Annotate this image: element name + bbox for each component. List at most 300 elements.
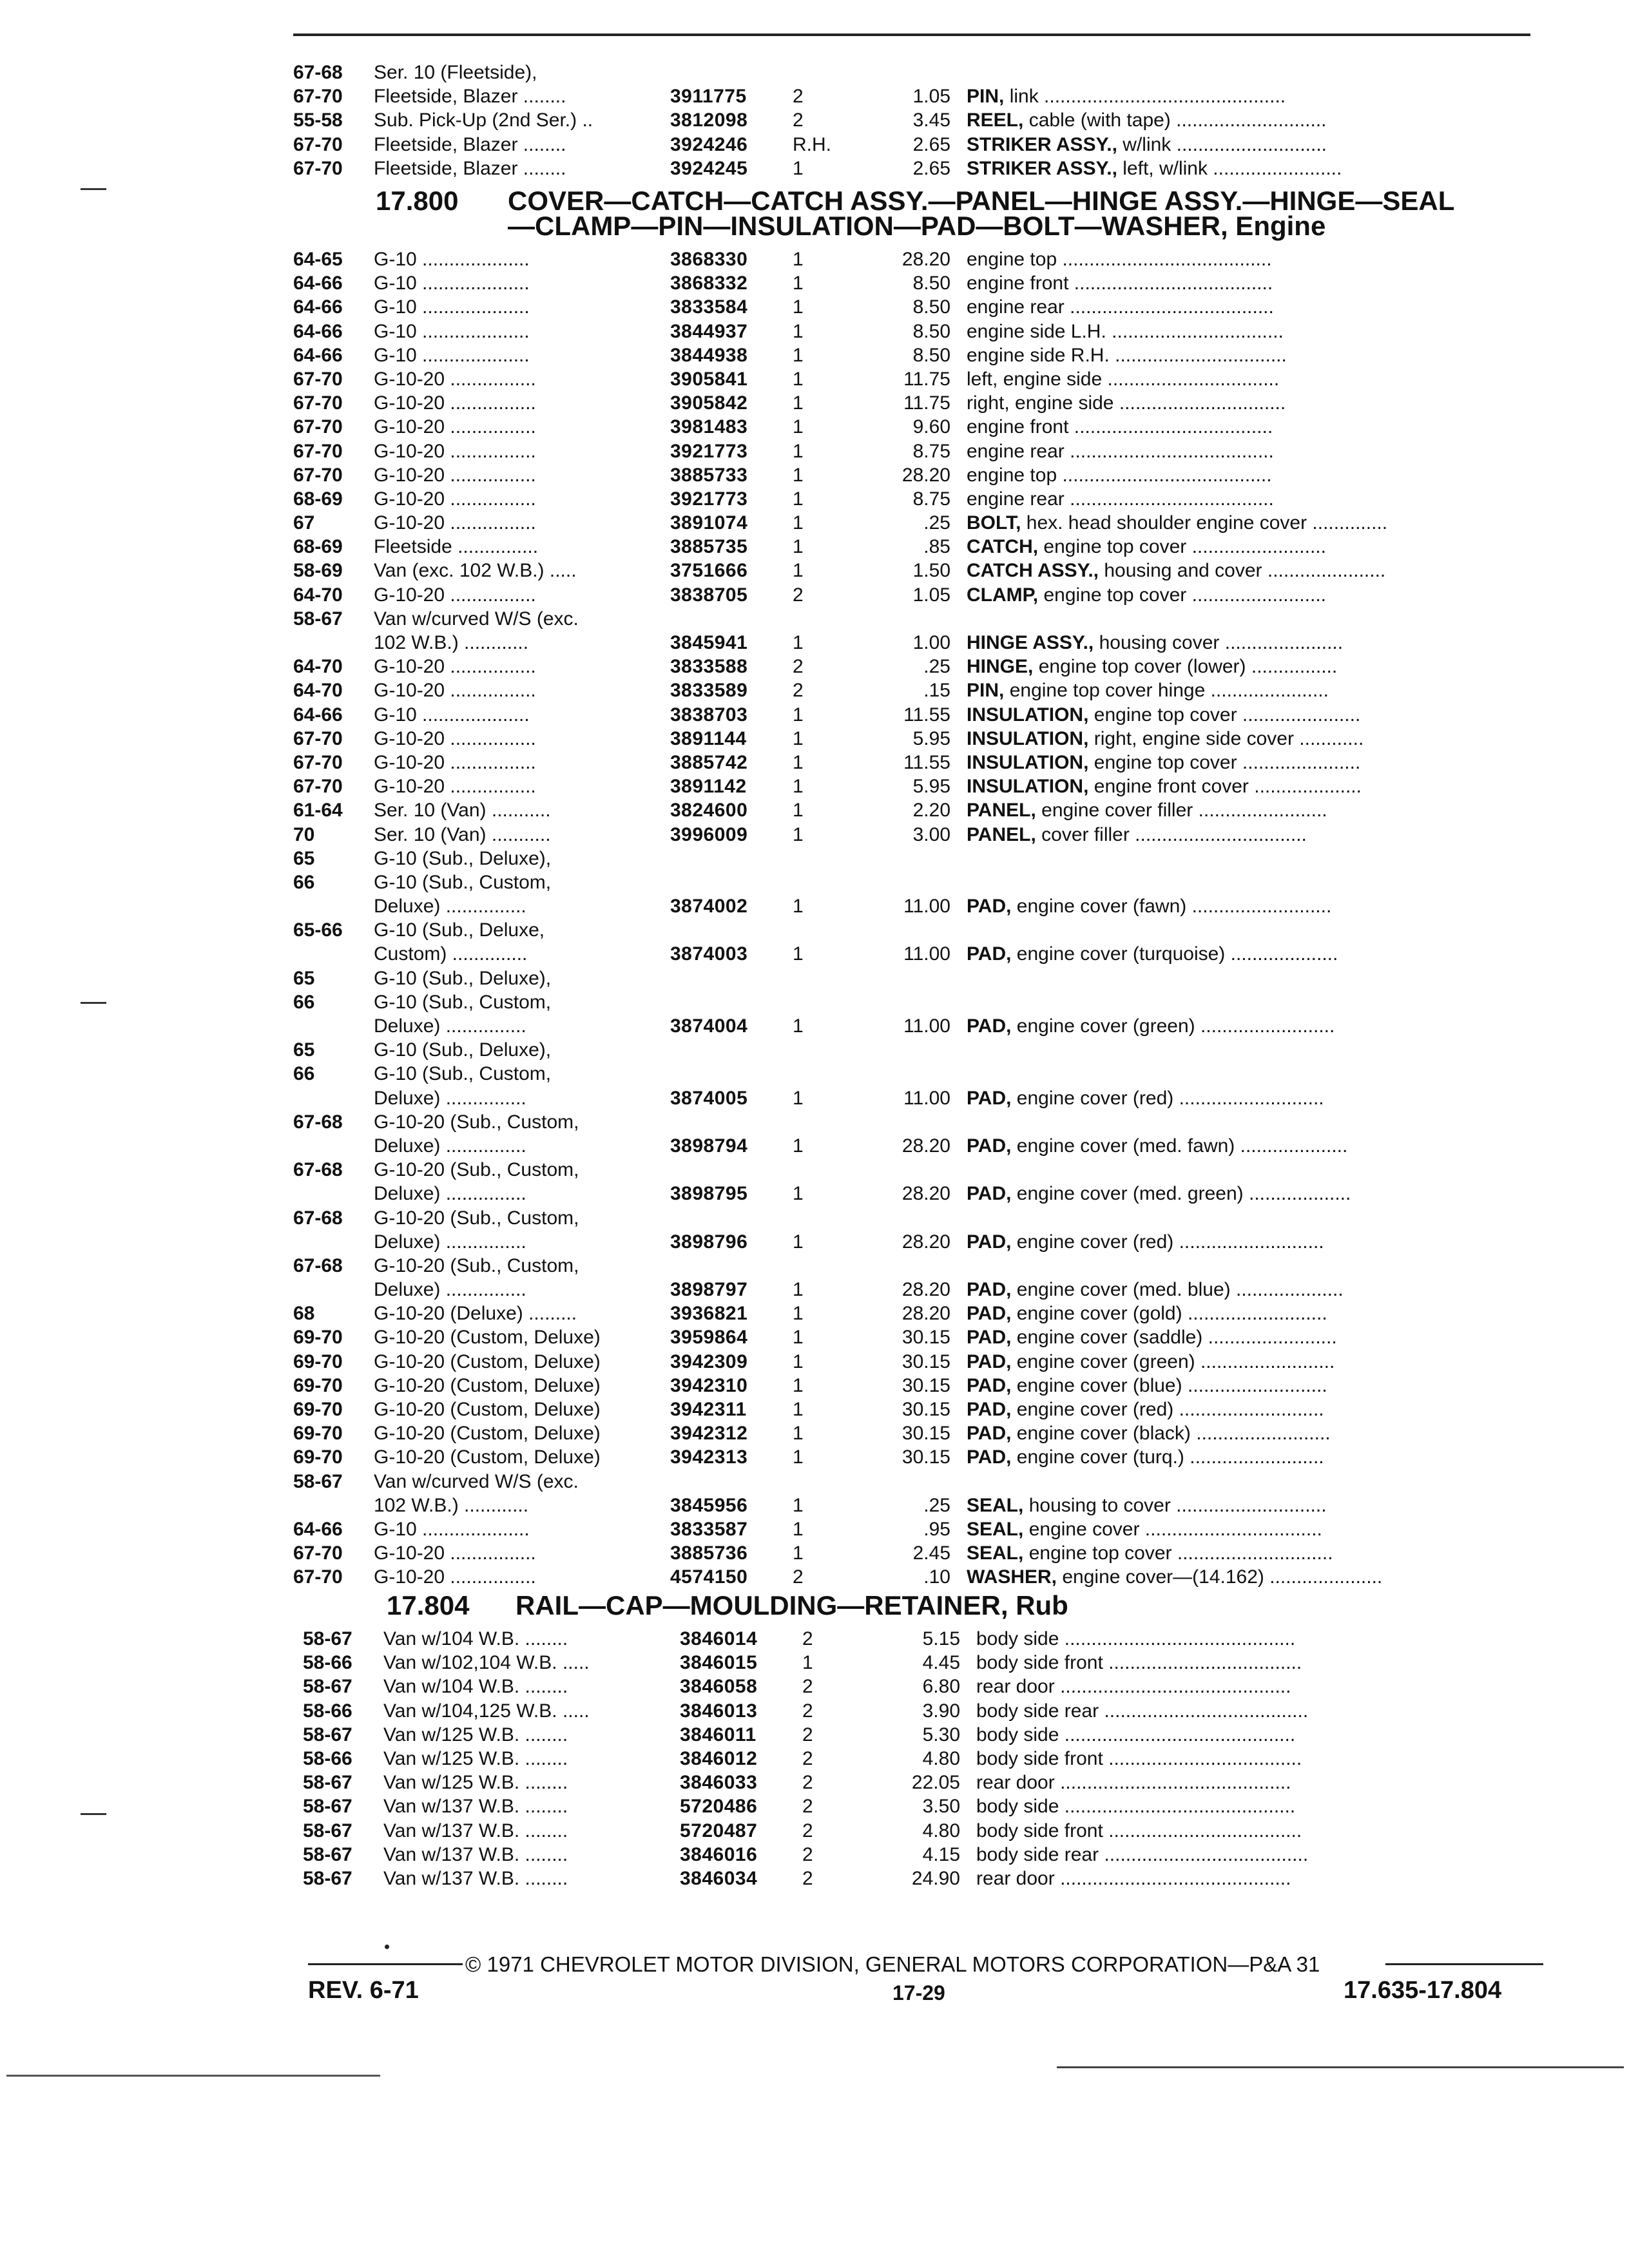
model-description: Van w/137 W.B. ........ — [383, 1820, 568, 1841]
model-description: G-10-20 (Sub., Custom, — [374, 1159, 579, 1181]
year-range: 58-67 — [303, 1676, 352, 1698]
year-range: 55-58 — [293, 110, 343, 131]
year-range: 67-70 — [293, 440, 343, 462]
part-name-detail: engine side L.H. ................................ — [967, 320, 1284, 342]
model-description: Van w/102,104 W.B. ..... — [383, 1652, 590, 1674]
part-name-bold: PAD, — [967, 1423, 1012, 1445]
part-name — [967, 511, 1387, 535]
table-row — [293, 1541, 1543, 1565]
part-name-bold: INSULATION, — [967, 704, 1089, 726]
year-range: 66 — [293, 871, 315, 893]
model-description: Van w/137 W.B. ........ — [383, 1867, 568, 1889]
year-range: 67-70 — [293, 1542, 343, 1564]
quantity: 1 — [793, 416, 804, 438]
year-range: 58-67 — [293, 608, 343, 629]
table-row — [293, 295, 1543, 319]
part-name-bold: PAD, — [967, 943, 1012, 965]
table-row — [293, 583, 1543, 607]
part-name — [967, 823, 1307, 847]
part-number: 3844938 — [670, 344, 748, 366]
part-number: 3905842 — [670, 392, 748, 414]
part-name-detail: engine cover (fawn) .......................... — [1011, 896, 1332, 918]
price: .95 — [923, 1518, 950, 1540]
part-number: 3874002 — [670, 896, 748, 918]
part-name — [967, 774, 1362, 798]
part-number: 3885736 — [670, 1542, 748, 1564]
price: 3.90 — [922, 1700, 960, 1722]
quantity: 1 — [793, 896, 804, 918]
part-name — [967, 1398, 1324, 1421]
price: .85 — [923, 536, 950, 558]
quantity: 2 — [802, 1676, 813, 1698]
price: 28.20 — [901, 1183, 950, 1205]
table-row — [293, 1158, 1543, 1182]
year-range: 64-66 — [293, 344, 343, 366]
quantity: 1 — [793, 296, 804, 318]
part-name-detail: engine cover (blue) .......................... — [1011, 1374, 1327, 1396]
table-row — [293, 108, 1543, 132]
part-name — [976, 1843, 1308, 1867]
model-description: G-10-20 (Custom, Deluxe) — [374, 1446, 601, 1468]
parts-list-17804 — [303, 1627, 1553, 1890]
price: 11.55 — [903, 751, 950, 773]
part-number: 3846058 — [680, 1676, 758, 1698]
price: 11.00 — [903, 896, 950, 918]
table-row — [293, 463, 1543, 487]
model-description: G-10-20 (Custom, Deluxe) — [374, 1374, 601, 1396]
quantity: 1 — [793, 1231, 804, 1253]
part-name-bold: PAD, — [967, 1135, 1012, 1157]
model-description: Deluxe) ............... — [374, 896, 526, 918]
part-number: 3898795 — [670, 1183, 748, 1205]
part-name-detail: engine cover (turq.) ......................... — [1011, 1446, 1324, 1468]
quantity: 1 — [793, 560, 804, 582]
model-description: G-10-20 ................ — [374, 1566, 536, 1588]
part-number: 5720486 — [680, 1796, 758, 1818]
model-description: Van w/125 W.B. ........ — [383, 1772, 568, 1794]
footer-revision: REV. 6-71 — [308, 1977, 419, 2004]
quantity: 1 — [793, 368, 804, 390]
part-name-detail: engine cover (saddle) ........................ — [1011, 1327, 1337, 1349]
part-name-detail: housing cover ...................... — [1094, 632, 1344, 653]
part-name — [967, 367, 1279, 391]
part-name — [976, 1627, 1295, 1651]
table-row — [293, 1062, 1543, 1086]
year-range: 68-69 — [293, 488, 343, 510]
part-number: 3846016 — [680, 1843, 758, 1865]
part-number: 3846014 — [680, 1628, 758, 1649]
part-name-detail: right, engine side ............................... — [967, 392, 1286, 414]
year-range: 67 — [293, 512, 315, 534]
table-row — [293, 535, 1543, 559]
part-number: 5720487 — [680, 1820, 758, 1841]
part-number: 3981483 — [670, 416, 748, 438]
price: 5.95 — [912, 727, 950, 749]
part-name — [967, 798, 1327, 822]
part-name — [967, 1134, 1347, 1158]
parts-list-top — [293, 61, 1543, 180]
quantity: 2 — [793, 1566, 804, 1588]
table-row — [293, 1494, 1543, 1517]
part-name-bold: SEAL, — [967, 1542, 1024, 1564]
table-row — [293, 703, 1543, 727]
part-name-detail: engine top cover hinge ...................... — [1004, 680, 1329, 702]
model-description: G-10 (Sub., Deluxe), — [374, 847, 552, 869]
table-row — [293, 894, 1543, 918]
table-row — [293, 990, 1543, 1014]
part-name-bold: CATCH ASSY., — [967, 560, 1099, 582]
part-number: 3898797 — [670, 1279, 748, 1301]
part-number: 3874005 — [670, 1087, 748, 1109]
part-number: 3838703 — [670, 704, 748, 726]
part-name-bold: PAD, — [967, 1087, 1012, 1109]
margin-mark — [81, 1002, 106, 1004]
price: 30.15 — [901, 1399, 950, 1420]
part-number: 3868330 — [670, 249, 748, 270]
quantity: 1 — [793, 1374, 804, 1396]
part-number: 3846033 — [680, 1772, 758, 1794]
part-name-bold: INSULATION, — [967, 776, 1089, 798]
price: .25 — [923, 1494, 950, 1516]
quantity: 1 — [793, 1303, 804, 1325]
part-number: 3838705 — [670, 584, 748, 606]
price: 8.75 — [912, 440, 950, 462]
quantity: 1 — [793, 440, 804, 462]
scan-edge-left — [6, 2075, 380, 2077]
model-description: 102 W.B.) ............ — [374, 1494, 529, 1516]
part-name-detail: rear door ........................................... — [976, 1867, 1291, 1889]
part-number: 3885742 — [670, 751, 748, 773]
price: 28.20 — [901, 464, 950, 486]
part-name — [967, 655, 1337, 678]
quantity: 1 — [793, 157, 804, 179]
quantity: 1 — [793, 1015, 804, 1037]
part-number: 3846015 — [680, 1652, 758, 1674]
part-name-bold: PAD, — [967, 1446, 1012, 1468]
part-number: 3833587 — [670, 1518, 748, 1540]
price: 30.15 — [901, 1327, 950, 1349]
price: 4.15 — [922, 1843, 960, 1865]
part-name-bold: PAD, — [967, 1350, 1012, 1372]
year-range: 58-67 — [303, 1820, 352, 1841]
part-name — [967, 1517, 1322, 1541]
part-name-bold: REEL, — [967, 110, 1024, 131]
part-name-detail: hex. head shoulder engine cover .............. — [1021, 512, 1388, 534]
price: 8.50 — [912, 320, 950, 342]
model-description: G-10-20 (Sub., Custom, — [374, 1111, 579, 1133]
part-name — [967, 559, 1385, 582]
part-name — [967, 487, 1274, 511]
model-description: G-10-20 (Custom, Deluxe) — [374, 1423, 601, 1445]
table-row — [293, 61, 1543, 84]
part-name-detail: engine front ..................................... — [967, 416, 1273, 438]
part-name-bold: WASHER, — [967, 1566, 1057, 1588]
quantity: 2 — [802, 1772, 813, 1794]
table-row — [293, 870, 1543, 894]
model-description: G-10-20 ................ — [374, 584, 536, 606]
model-description: G-10 (Sub., Deluxe), — [374, 1039, 552, 1061]
model-description: Ser. 10 (Fleetside), — [374, 62, 537, 83]
part-name-bold: PAD, — [967, 1399, 1012, 1420]
part-name-detail: engine top cover ............................. — [1023, 1542, 1333, 1564]
model-description: G-10-20 ................ — [374, 368, 536, 390]
price: 2.65 — [912, 157, 950, 179]
part-name-detail: engine cover (turquoise) .................... — [1011, 943, 1338, 965]
quantity: 1 — [793, 512, 804, 534]
model-description: G-10-20 ................ — [374, 416, 536, 438]
table-row — [293, 1445, 1543, 1469]
part-name — [967, 1445, 1324, 1469]
year-range: 65 — [293, 967, 315, 989]
year-range: 67-68 — [293, 1207, 343, 1229]
quantity: 1 — [793, 464, 804, 486]
part-number: 4574150 — [670, 1566, 748, 1588]
footer-rule-left — [308, 1963, 463, 1965]
quantity: 1 — [793, 1446, 804, 1468]
model-description: G-10-20 (Custom, Deluxe) — [374, 1350, 601, 1372]
part-name — [967, 1494, 1327, 1517]
part-name — [967, 1278, 1344, 1302]
quantity: 1 — [793, 776, 804, 798]
table-row — [293, 511, 1543, 535]
price: 1.05 — [912, 86, 950, 108]
quantity: 1 — [793, 704, 804, 726]
part-number: 3846011 — [680, 1724, 757, 1745]
part-name — [967, 1086, 1324, 1110]
part-name-bold: PANEL, — [967, 823, 1036, 845]
year-range: 67-70 — [293, 368, 343, 390]
quantity: 2 — [793, 86, 804, 108]
table-row — [293, 1350, 1543, 1374]
part-name-detail: engine top cover (lower) ................ — [1033, 656, 1338, 678]
table-row — [293, 1470, 1543, 1494]
year-range: 64-66 — [293, 296, 343, 318]
part-name-detail: rear door ........................................... — [976, 1772, 1291, 1794]
year-range: 66 — [293, 1063, 315, 1085]
table-row — [303, 1651, 1553, 1675]
table-row — [293, 247, 1543, 271]
price: 11.00 — [903, 1015, 950, 1037]
part-name-detail: cable (with tape) ............................ — [1023, 110, 1327, 131]
model-description: G-10-20 ................ — [374, 464, 536, 486]
table-row — [293, 1110, 1543, 1134]
table-row — [303, 1627, 1553, 1651]
model-description: G-10-20 ................ — [374, 440, 536, 462]
part-name — [967, 1014, 1335, 1038]
price: 11.00 — [903, 1087, 950, 1109]
part-name — [967, 678, 1329, 702]
part-name-detail: engine side R.H. ................................ — [967, 344, 1287, 366]
price: 24.90 — [911, 1867, 960, 1889]
year-range: 67-70 — [293, 133, 343, 155]
part-number: 3844937 — [670, 320, 748, 342]
model-description: G-10 .................... — [374, 704, 530, 726]
price: 8.50 — [912, 296, 950, 318]
part-name — [976, 1699, 1308, 1723]
part-number: 3833588 — [670, 656, 748, 678]
part-name-detail: engine rear ...................................... — [967, 296, 1274, 318]
part-name-bold: CLAMP, — [967, 584, 1039, 606]
quantity: 1 — [793, 488, 804, 510]
part-name — [967, 391, 1286, 415]
part-name — [967, 157, 1342, 180]
part-name — [967, 1541, 1333, 1565]
model-description: Sub. Pick-Up (2nd Ser.) .. — [374, 110, 593, 131]
table-row — [293, 1302, 1543, 1325]
table-row — [303, 1747, 1553, 1771]
price: 2.20 — [912, 800, 950, 822]
model-description: G-10-20 (Custom, Deluxe) — [374, 1327, 601, 1349]
table-row — [293, 918, 1543, 942]
table-row — [293, 798, 1543, 822]
quantity: 1 — [793, 249, 804, 270]
part-number: 3959864 — [670, 1327, 748, 1349]
part-name-detail: body side ........................................... — [976, 1796, 1296, 1818]
year-range: 58-69 — [293, 560, 343, 582]
year-range: 68-69 — [293, 536, 343, 558]
part-name-detail: link ............................................. — [1004, 86, 1286, 108]
part-name — [967, 535, 1326, 559]
year-range: 61-64 — [293, 800, 343, 822]
year-range: 67-70 — [293, 86, 343, 108]
table-row — [293, 1325, 1543, 1349]
part-name-detail: engine cover (red) ........................... — [1011, 1231, 1324, 1253]
table-row — [293, 1565, 1543, 1589]
quantity: 1 — [793, 1279, 804, 1301]
part-name-detail: engine cover (black) ......................... — [1011, 1423, 1331, 1445]
year-range: 67-70 — [293, 416, 343, 438]
part-name — [967, 583, 1326, 607]
part-number: 3824600 — [670, 800, 748, 822]
part-name-detail: body side front .................................... — [976, 1652, 1302, 1674]
part-name-detail: engine cover filler ........................ — [1036, 800, 1327, 822]
quantity: 1 — [802, 1652, 813, 1674]
part-name — [967, 703, 1360, 727]
part-name-bold: PAD, — [967, 1303, 1012, 1325]
table-row — [293, 559, 1543, 582]
quantity: 1 — [793, 800, 804, 822]
part-name — [967, 1230, 1324, 1254]
year-range: 58-67 — [303, 1628, 352, 1649]
quantity: 2 — [793, 680, 804, 702]
price: 9.60 — [912, 416, 950, 438]
table-row — [293, 320, 1543, 343]
part-name-bold: PAD, — [967, 896, 1012, 918]
part-name-detail: housing and cover ...................... — [1099, 560, 1386, 582]
year-range: 69-70 — [293, 1350, 343, 1372]
part-number: 3921773 — [670, 488, 748, 510]
model-description: Deluxe) ............... — [374, 1135, 526, 1157]
table-row — [293, 1086, 1543, 1110]
table-row — [293, 343, 1543, 367]
price: .25 — [923, 656, 950, 678]
footer-rule-right — [1385, 1963, 1543, 1965]
price: .10 — [923, 1566, 950, 1588]
year-range: 65 — [293, 847, 315, 869]
part-number: 3874004 — [670, 1015, 748, 1037]
part-name — [976, 1771, 1291, 1794]
price: .25 — [923, 512, 950, 534]
price: 2.45 — [912, 1542, 950, 1564]
part-name-bold: PAD, — [967, 1327, 1012, 1349]
part-name-detail: housing to cover ............................ — [1023, 1494, 1327, 1516]
part-name — [967, 894, 1331, 918]
model-description: Van w/125 W.B. ........ — [383, 1747, 568, 1769]
part-name-bold: INSULATION, — [967, 751, 1089, 773]
price: 1.50 — [912, 560, 950, 582]
section-17800-title-line2: —CLAMP—PIN—INSULATION—PAD—BOLT—WASHER, Engine — [508, 211, 1326, 241]
year-range: 64-70 — [293, 680, 343, 702]
table-row — [293, 1278, 1543, 1302]
price: 28.20 — [901, 1303, 950, 1325]
year-range: 64-66 — [293, 273, 343, 294]
parts-list-17800 — [293, 247, 1543, 1590]
model-description: Deluxe) ............... — [374, 1231, 526, 1253]
price: 28.20 — [901, 1279, 950, 1301]
part-name — [967, 133, 1327, 157]
part-name-bold: PANEL, — [967, 800, 1036, 822]
table-row — [293, 367, 1543, 391]
table-row — [293, 84, 1543, 108]
model-description: Van w/104,125 W.B. ..... — [383, 1700, 590, 1722]
part-name-detail: engine cover ................................. — [1023, 1518, 1322, 1540]
quantity: 1 — [793, 1542, 804, 1564]
quantity: 1 — [793, 536, 804, 558]
year-range: 58-66 — [303, 1652, 352, 1674]
price: 30.15 — [901, 1350, 950, 1372]
quantity: 1 — [793, 823, 804, 845]
year-range: 58-67 — [303, 1772, 352, 1794]
table-row — [303, 1675, 1553, 1698]
price: .15 — [923, 680, 950, 702]
price: 3.50 — [922, 1796, 960, 1818]
part-name-detail: engine rear ...................................... — [967, 488, 1274, 510]
footer-section-range: 17.635-17.804 — [1344, 1977, 1502, 2004]
part-name-bold: SEAL, — [967, 1518, 1024, 1540]
part-name-bold: INSULATION, — [967, 727, 1089, 749]
part-name — [967, 942, 1338, 966]
model-description: Van w/curved W/S (exc. — [374, 1470, 579, 1492]
quantity: 2 — [802, 1747, 813, 1769]
table-row — [293, 1374, 1543, 1398]
part-number: 3846013 — [680, 1700, 758, 1722]
part-name-detail: engine top cover ...................... — [1088, 751, 1361, 773]
year-range: 58-67 — [303, 1796, 352, 1818]
part-name-bold: STRIKER ASSY., — [967, 157, 1117, 179]
table-row — [303, 1819, 1553, 1843]
year-range: 65-66 — [293, 919, 343, 941]
section-17804-title: RAIL—CAP—MOULDING—RETAINER, Rub — [516, 1590, 1068, 1620]
part-number: 3833589 — [670, 680, 748, 702]
price: 5.95 — [912, 776, 950, 798]
model-description: G-10-20 ................ — [374, 512, 536, 534]
quantity: 1 — [793, 1423, 804, 1445]
quantity: 2 — [802, 1820, 813, 1841]
part-name — [967, 295, 1274, 319]
year-range: 58-67 — [303, 1843, 352, 1865]
part-name — [967, 320, 1284, 343]
quantity: 2 — [802, 1867, 813, 1889]
table-row — [293, 823, 1543, 847]
model-description: Ser. 10 (Van) ........... — [374, 800, 551, 822]
quantity: 1 — [793, 751, 804, 773]
table-row — [293, 487, 1543, 511]
model-description: Deluxe) ............... — [374, 1015, 526, 1037]
price: 3.45 — [912, 110, 950, 131]
price: 8.75 — [912, 488, 950, 510]
price: 30.15 — [901, 1423, 950, 1445]
part-name — [967, 1374, 1327, 1398]
